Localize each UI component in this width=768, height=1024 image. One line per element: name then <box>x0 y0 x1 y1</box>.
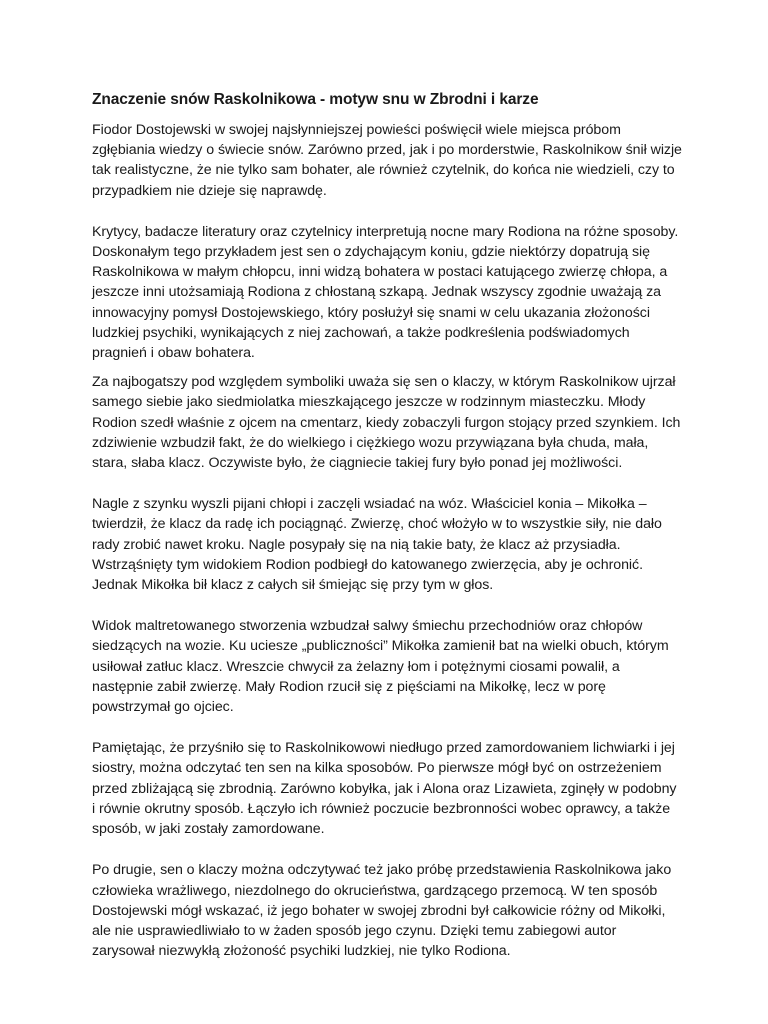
document-body <box>92 88 682 961</box>
paragraph-7: Po drugie, sen o klaczy można odczytywać też jako próbę przedstawienia Raskolnikowa jako człowieka wrażliwego, niezdolnego do okrucieństwa, gardzącego przemocą. W ten sposób Dostojewski mógł wskazać, iż jego bohater w swojej zbrodni był całkowicie różny od Mikołki, ale nie usprawiedliwiało to w żaden sposób jego czynu. Dzięki temu zabiegowi autor zarysował niezwykłą złożoność psychiki ludzkiej, nie tylko Rodiona. <box>92 862 672 960</box>
paragraph-2: Krytycy, badacze literatury oraz czytelnicy interpretują nocne mary Rodiona na różne sposoby. Doskonałym tego przykładem jest sen o zdychającym koniu, gdzie niektórzy dopatrują się Raskolnikowa w małym chłopcu, inni widzą bohatera w postaci katującego zwierzę chłopa, a jeszcze inni utożsamiają Rodiona z chłostaną szkapą. Jednak wszyscy zgodnie uważają za innowacyjny pomysł Dostojewskiego, który posłużył się snami w celu ukazania złożoności ludzkiej psychiki, wynikających z niej zachowań, a także podkreślenia podświadomych pragnień i obaw bohatera. <box>92 223 679 362</box>
paragraph-4: Nagle z szynku wyszli pijani chłopi i zaczęli wsiadać na wóz. Właściciel konia – Mikołka – twierdził, że klacz da radę ich pociągnąć. Zwierzę, choć włożyło w to wszystkie siły, nie dało rady zrobić nawet kroku. Nagle posypały się na nią takie baty, że klacz aż przysiadła. Wstrząśnięty tym widokiem Rodion podbiegł do katowanego zwierzęcia, aby je ochronić. Jednak Mikołka bił klacz z całych sił śmiejąc się przy tym w głos. <box>92 496 662 594</box>
paragraph-1: Fiodor Dostojewski w swojej najsłynniejszej powieści poświęcił wiele miejsca próbom zgłębiania wiedzy o świecie snów. Zarówno przed, jak i po morderstwie, Raskolnikow śnił wizje tak realistyczne, że nie tylko sam bohater, ale również czytelnik, do końca nie wiedzieli, czy to przypadkiem nie dzieje się naprawdę. <box>92 122 682 199</box>
paragraph-5: Widok maltretowanego stworzenia wzbudzał salwy śmiechu przechodniów oraz chłopów siedzących na wozie. Ku uciesze „publiczności” Mikołka zamienił bat na wielki obuch, którym usiłował zatłuc klacz. Wreszcie chwycił za żelazny łom i potężnymi ciosami powalił, a następnie zabił zwierzę. Mały Rodion rzucił się z pięściami na Mikołkę, lecz w porę powstrzymał go ojciec. <box>92 618 669 716</box>
paragraph-6: Pamiętając, że przyśniło się to Raskolnikowowi niedługo przed zamordowaniem lichwiarki i jej siostry, można odczytać ten sen na kilka sposobów. Po pierwsze mógł być on ostrzeżeniem przed zbliżającą się zbrodnią. Zarówno kobyłka, jak i Alona oraz Lizawieta, zginęły w podobny i równie okrutny sposób. Łączyło ich również poczucie bezbronności wobec oprawcy, a także sposób, w jaki zostały zamordowane. <box>92 740 677 838</box>
document-title: Znaczenie snów Raskolnikowa - motyw snu w Zbrodni i karze <box>92 91 539 108</box>
paragraph-3: Za najbogatszy pod względem symboliki uważa się sen o klaczy, w którym Raskolnikow ujrzał samego siebie jako siedmiolatka mieszkającego jeszcze w rodzinnym miasteczku. Młody Rodion szedł właśnie z ojcem na cmentarz, kiedy zobaczyli furgon stojący przed szynkiem. Ich zdziwienie wzbudził fakt, że do wielkiego i ciężkiego wozu przywiązana była chuda, mała, stara, słaba klacz. Oczywiste było, że ciągniecie takiej fury było ponad jej możliwości. <box>92 374 681 472</box>
